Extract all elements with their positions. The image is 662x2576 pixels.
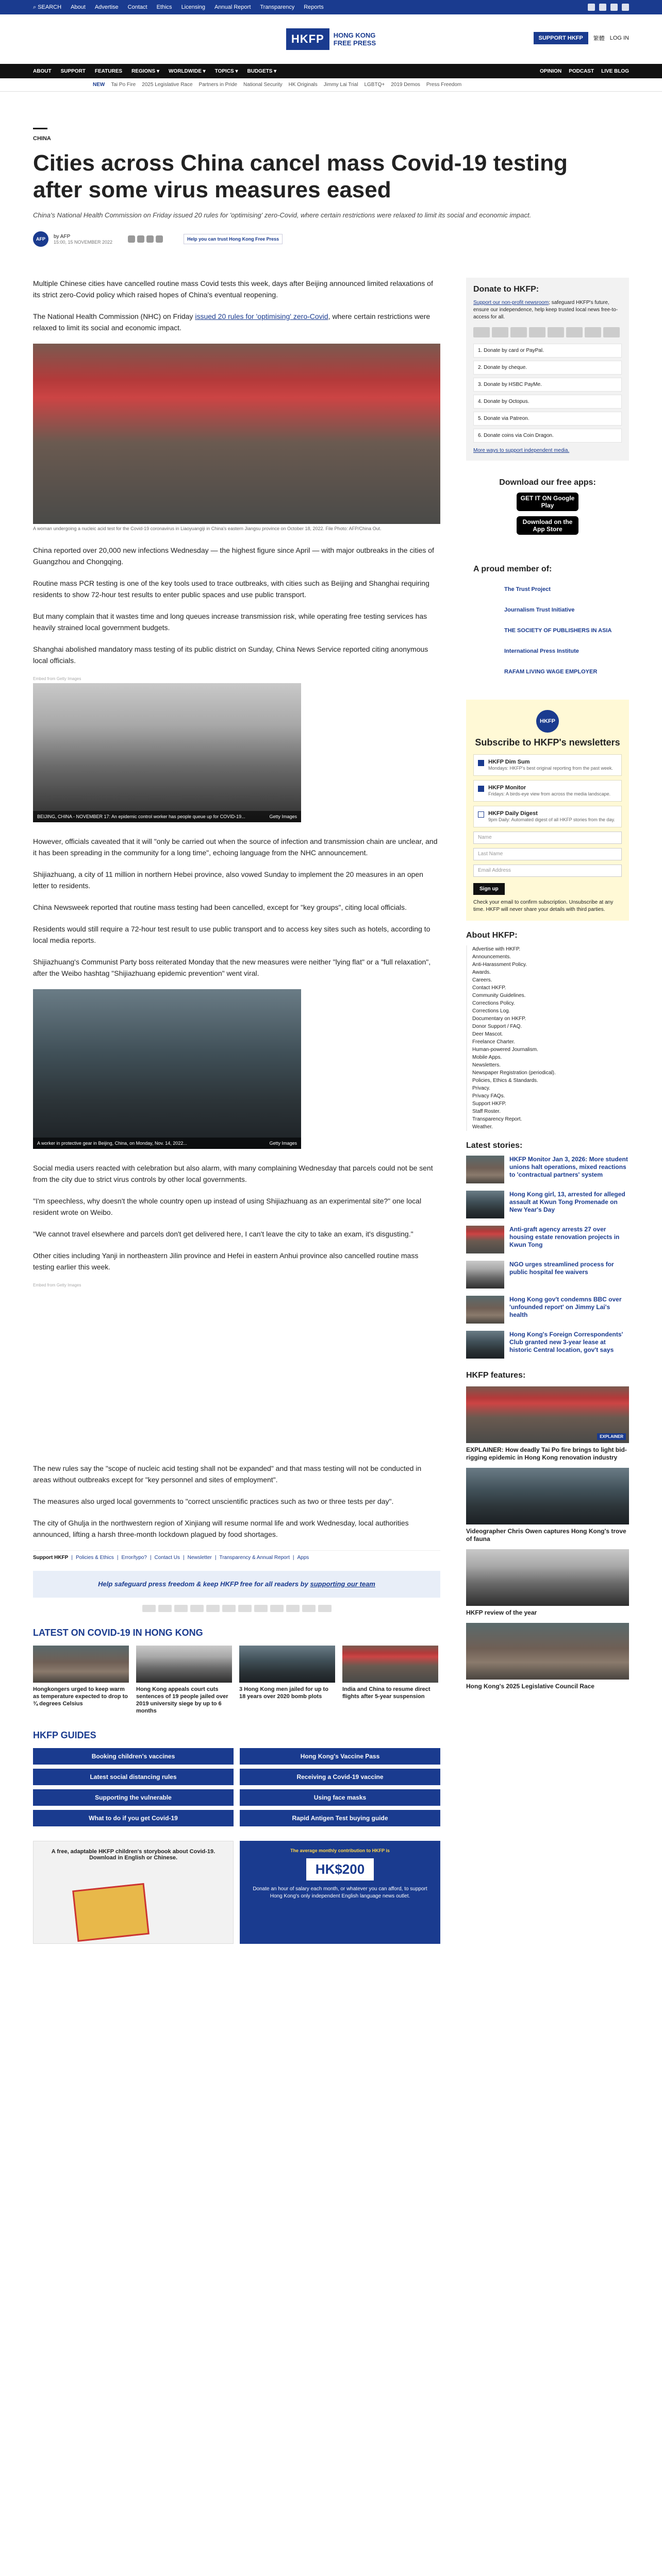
newsletter-desc: Fridays: A birds-eye view from across the media landscape. xyxy=(488,791,611,796)
feature-image[interactable] xyxy=(466,1549,629,1606)
story-thumbnail xyxy=(342,1646,438,1683)
about-link[interactable]: Corrections Log. xyxy=(472,1008,510,1014)
publish-date: 15:00, 15 NOVEMBER 2022 xyxy=(54,239,113,245)
topbar-link-transparency[interactable]: Transparency xyxy=(260,4,295,10)
about-link[interactable]: Privacy. xyxy=(472,1086,490,1091)
feature-title[interactable]: Hong Kong's 2025 Legislative Council Race xyxy=(466,1683,594,1690)
trending-link[interactable]: 2019 Demos xyxy=(391,82,420,88)
feature-title[interactable]: Videographer Chris Owen captures Hong Kong's trove of fauna xyxy=(466,1528,626,1543)
trending-link[interactable]: HK Originals xyxy=(288,82,318,88)
applepay-icon xyxy=(603,327,620,337)
nav-item-topics[interactable]: TOPICS ▾ xyxy=(214,68,238,74)
non-profit-link[interactable]: Support our non-profit newsroom xyxy=(473,300,549,306)
newsletter-desc: 9pm Daily: Automated digest of all HKFP stories from the day. xyxy=(488,817,615,822)
header-actions xyxy=(534,32,629,44)
newsletter-desc: Mondays: HKFP's best original reporting from the past week. xyxy=(488,766,613,771)
storybook-cover-image xyxy=(72,1883,150,1942)
search-label: SEARCH xyxy=(38,4,62,10)
contribution-subtitle: The average monthly contribution to HKFP is xyxy=(290,1848,390,1853)
newsletter-note: Check your email to confirm subscription. Unsubscribe at any time. HKFP will never share your details with third parties. xyxy=(473,900,614,912)
latest-story[interactable] xyxy=(466,1156,629,1183)
top-utility-bar xyxy=(0,0,662,14)
paragraph: The new rules say the "scope of nucleic acid testing shall not be expanded" and that mass testing will not be conducted in areas without outbreaks except for "key personnel and sites of employment". xyxy=(33,1464,422,1484)
paragraph: But many complain that it wastes time and long queues increase transmission risk, while operating free testing services has heavily strained local government budgets. xyxy=(33,612,427,632)
mastercard-icon xyxy=(492,327,508,337)
checkbox[interactable] xyxy=(478,760,484,766)
donate-option-octopus[interactable]: 4. Donate by Octopus. xyxy=(473,395,622,409)
about-link[interactable]: Anti-Harassment Policy. xyxy=(472,962,527,968)
logo-mark: HKFP xyxy=(286,28,329,50)
nhc-rules-link[interactable]: issued 20 rules for 'optimising' zero-Covid xyxy=(195,312,328,320)
guide-button[interactable]: Rapid Antigen Test buying guide xyxy=(240,1810,440,1826)
page-body xyxy=(0,278,662,1944)
topbar-link-licensing[interactable]: Licensing xyxy=(181,4,206,10)
topbar-link-about[interactable]: About xyxy=(71,4,86,10)
payment-icons xyxy=(33,1605,440,1612)
story-title: Hong Kong appeals court cuts sentences of 19 people jailed over 2019 university siege by up to 6 months xyxy=(136,1686,228,1714)
social-icons xyxy=(588,4,629,11)
site-logo[interactable] xyxy=(286,28,376,50)
newsletter-logo: HKFP xyxy=(536,710,559,733)
logo-line2: FREE PRESS xyxy=(333,39,376,47)
contribution-amount: HK$200 xyxy=(306,1858,374,1880)
paragraph: Shijiazhuang's Communist Party boss reiterated Monday that the new measures were neither "lying flat" or a "full relaxation", after the Weibo hashtag "Shijiazhuang epidemic prevention" went viral. xyxy=(33,958,431,977)
paragraph: The city of Ghulja in the northwestern region of Xinjiang will resume normal life and work Wednesday, local authorities announced, lifting a harsh three-month lockdown plagued by food shortages. xyxy=(33,1519,409,1538)
story-card[interactable] xyxy=(239,1646,335,1715)
article-body xyxy=(33,278,440,1944)
topbar-link-reports[interactable]: Reports xyxy=(304,4,324,10)
visa-icon xyxy=(473,327,490,337)
getty-credit[interactable]: Getty Images xyxy=(269,814,297,819)
newsletter-link[interactable]: Newsletter xyxy=(187,1555,212,1561)
apps-link[interactable]: Apps xyxy=(297,1555,309,1561)
about-link[interactable]: Corrections Policy. xyxy=(472,1001,515,1006)
app-store-badge[interactable]: Download on the App Store xyxy=(517,516,578,535)
about-link[interactable]: Support HKFP. xyxy=(472,1101,506,1107)
feature-image[interactable] xyxy=(466,1623,629,1680)
guide-button[interactable]: Hong Kong's Vaccine Pass xyxy=(240,1748,440,1765)
nav-item-regions[interactable]: REGIONS ▾ xyxy=(131,68,159,74)
support-team-link[interactable]: supporting our team xyxy=(310,1580,375,1588)
facebook-share-icon[interactable] xyxy=(128,235,135,243)
about-link[interactable]: Newspaper Registration (periodical). xyxy=(472,1070,556,1076)
signup-button[interactable]: Sign up xyxy=(473,883,505,895)
about-link[interactable]: Mobile Apps. xyxy=(472,1055,502,1060)
donate-title: Donate to HKFP: xyxy=(473,285,539,294)
member-sopa[interactable]: THE SOCIETY OF PUBLISHERS IN ASIA xyxy=(504,628,612,634)
checkbox[interactable] xyxy=(478,811,484,818)
about-link[interactable]: Policies, Ethics & Standards. xyxy=(472,1078,538,1083)
promo-row xyxy=(33,1841,440,1944)
story-card[interactable] xyxy=(342,1646,438,1715)
email-input[interactable]: Email Address xyxy=(473,865,622,877)
trending-bar xyxy=(0,78,662,92)
donate-option-card[interactable]: 1. Donate by card or PayPal. xyxy=(473,344,622,358)
story-title: Hong Kong gov't condemns BBC over 'unfounded report' on Jimmy Lai's health xyxy=(509,1296,622,1318)
guide-button[interactable]: Supporting the vulnerable xyxy=(33,1789,234,1806)
latest-story[interactable] xyxy=(466,1296,629,1324)
trending-link[interactable]: 2025 Legislative Race xyxy=(142,82,193,88)
instagram-icon[interactable] xyxy=(610,4,618,11)
storybook-promo[interactable] xyxy=(33,1841,234,1944)
article-header xyxy=(0,92,662,247)
story-thumbnail xyxy=(466,1156,504,1183)
latest-covid-cards xyxy=(33,1646,440,1715)
story-title: Hong Kong's Foreign Correspondents' Club granted new 3-year lease at historic Central location, gov't says xyxy=(509,1331,623,1353)
checkbox[interactable] xyxy=(478,786,484,792)
getty-caption: A worker in protective gear in Beijing, China, on Monday, Nov. 14, 2022... xyxy=(37,1141,187,1146)
googlepay-icon xyxy=(270,1605,284,1612)
support-hkfp-link[interactable]: Support HKFP xyxy=(33,1555,69,1561)
octopus-icon xyxy=(222,1605,236,1612)
last-name-input[interactable]: Last Name xyxy=(473,848,622,860)
transparency-link[interactable]: Transparency & Annual Report xyxy=(219,1555,290,1561)
story-thumbnail xyxy=(466,1331,504,1359)
article-title: Cities across China cancel mass Covid-19 testing after some virus measures eased xyxy=(33,150,568,202)
paragraph: Other cities including Yanji in northeastern Jilin province and Hefei in eastern Anhui province also cancelled routine mass testing earlier this week. xyxy=(33,1251,419,1271)
paragraph: However, officials caveated that it will "only be carried out when the source of infection and transmission chain are unclear, and it has been spreading in the community for a long time", echoing language from the NHC announcement. xyxy=(33,837,438,857)
nav-item-support[interactable]: SUPPORT xyxy=(60,68,86,74)
story-title: NGO urges streamlined process for public hospital fee waivers xyxy=(509,1261,614,1276)
contribution-promo[interactable] xyxy=(240,1841,440,1944)
error-typo-link[interactable]: Error/typo? xyxy=(121,1555,147,1561)
story-title: HKFP Monitor Jan 3, 2026: More student unions halt operations, mixed reactions to 'contractual partners' system xyxy=(509,1156,628,1178)
main-nav xyxy=(0,64,662,78)
nav-right xyxy=(540,69,629,74)
paragraph: Shijiazhuang, a city of 11 million in northern Hebei province, also vowed Sunday to implement the 20 measures in an open letter to residents. xyxy=(33,870,423,890)
donate-option-patreon[interactable]: 5. Donate via Patreon. xyxy=(473,412,622,426)
story-thumbnail xyxy=(466,1261,504,1289)
trending-link[interactable]: Press Freedom xyxy=(426,82,462,88)
paragraph: The measures also urged local governments to "correct unscientific practices such as two or three tests per day". xyxy=(33,1497,394,1505)
topbar-link-ethics[interactable]: Ethics xyxy=(156,4,172,10)
about-link[interactable]: Contact HKFP. xyxy=(472,985,506,991)
features-title: HKFP features: xyxy=(466,1371,526,1380)
newsletter-option[interactable] xyxy=(473,754,622,776)
paragraph: "We cannot travel elsewhere and parcels don't get delivered here, I can't leave the city to take an exam, it's disgusting." xyxy=(33,1230,413,1238)
story-title: Hong Kong girl, 13, arrested for alleged assault at Kwun Tong Promenade on New Year's Day xyxy=(509,1191,625,1213)
explainer-badge: EXPLAINER xyxy=(597,1433,626,1440)
newsletter-name: HKFP Dim Sum xyxy=(488,759,530,765)
sidebar xyxy=(466,278,629,1944)
fps-icon xyxy=(238,1605,252,1612)
amex-icon xyxy=(174,1605,188,1612)
member-title: A proud member of: xyxy=(473,565,552,573)
nav-item-podcast[interactable]: PODCAST xyxy=(569,68,594,74)
logo-wordmark xyxy=(334,31,376,47)
language-switch[interactable]: 繁體 xyxy=(593,36,605,42)
donate-payment-icons xyxy=(473,327,622,337)
kicker-rule xyxy=(33,128,47,129)
about-link[interactable]: Human-powered Journalism. xyxy=(472,1047,538,1053)
guides-grid xyxy=(33,1748,440,1826)
donate-option-cheque[interactable]: 2. Donate by cheque. xyxy=(473,361,622,375)
feature-title[interactable]: EXPLAINER: How deadly Tai Po fire brings to light bid-rigging epidemic in Hong Kong renovation industry xyxy=(466,1446,627,1461)
trending-link[interactable]: LGBTQ+ xyxy=(364,82,385,88)
story-thumbnail xyxy=(136,1646,232,1683)
story-thumbnail xyxy=(466,1296,504,1324)
story-title: Anti-graft agency arrests 27 over housing estate renovation projects in Kwun Tong xyxy=(509,1226,620,1248)
policies-link[interactable]: Policies & Ethics xyxy=(75,1555,114,1561)
article-standfirst: China's National Health Commission on Friday issued 20 rules for 'optimising' zero-Covid, where certain restrictions were relaxed to limit its social and economic impact. xyxy=(33,211,532,219)
story-thumbnail xyxy=(33,1646,129,1683)
article-category[interactable]: CHINA xyxy=(33,135,51,142)
facebook-icon[interactable] xyxy=(588,4,595,11)
nav-item-live-blog[interactable]: LIVE BLOG xyxy=(601,68,629,74)
newsletter-option[interactable] xyxy=(473,806,622,827)
story-thumbnail xyxy=(239,1646,335,1683)
getty-caption: BEIJING, CHINA - NOVEMBER 17: An epidemic control worker has people queue up for COVID-19... xyxy=(37,814,245,819)
paragraph: Social media users reacted with celebration but also alarm, with many complaining Wednesday that parcels could not be sent from the city due to strict virus controls by other local governments. xyxy=(33,1164,433,1183)
about-link[interactable]: Weather. xyxy=(472,1124,493,1130)
member-trust-project[interactable]: The Trust Project xyxy=(504,586,551,592)
byline xyxy=(33,231,629,247)
story-card[interactable] xyxy=(136,1646,232,1715)
nav-item-budgets[interactable]: BUDGETS ▾ xyxy=(247,68,277,74)
feature-title[interactable]: HKFP review of the year xyxy=(466,1609,537,1616)
newsletter-widget xyxy=(466,700,629,921)
donate-option-payme[interactable]: 3. Donate by HSBC PayMe. xyxy=(473,378,622,392)
topbar-link-contact[interactable]: Contact xyxy=(127,4,147,10)
guides-title: HKFP GUIDES xyxy=(33,1730,96,1740)
google-play-badge[interactable]: GET IT ON Google Play xyxy=(517,493,578,511)
search-link[interactable]: ⌕ SEARCH xyxy=(33,4,62,10)
safeguard-text: Help safeguard press freedom & keep HKFP free for all readers by xyxy=(98,1580,310,1588)
contact-link[interactable]: Contact Us xyxy=(154,1555,180,1561)
newsletter-option[interactable] xyxy=(473,780,622,802)
nav-item-features[interactable]: FEATURES xyxy=(94,68,123,74)
guide-button[interactable]: Using face masks xyxy=(240,1789,440,1806)
trending-link[interactable]: Partners in Pride xyxy=(198,82,238,88)
apps-widget xyxy=(466,471,629,547)
paragraph: Routine mass PCR testing is one of the key tools used to trace outbreaks, with cities such as Beijing and Shanghai requiring residents to show 72-hour test results to enter public spaces and use public transport. xyxy=(33,579,429,599)
about-list xyxy=(466,945,629,1131)
fps-icon xyxy=(585,327,601,337)
story-title: Hongkongers urged to keep warm as temperature expected to drop to ¾ degrees Celsius xyxy=(33,1686,128,1707)
new-badge: NEW xyxy=(93,82,105,88)
embed-label: Embed from Getty Images xyxy=(33,1283,81,1287)
about-title: About HKFP: xyxy=(466,931,518,940)
getty-credit[interactable]: Getty Images xyxy=(269,1141,297,1146)
latest-story[interactable] xyxy=(466,1261,629,1289)
embed-label: Embed from Getty Images xyxy=(33,676,81,681)
latest-story[interactable] xyxy=(466,1226,629,1253)
paypal-icon xyxy=(529,327,545,337)
safeguard-banner xyxy=(33,1571,440,1598)
nav-item-worldwide[interactable]: WORLDWIDE ▾ xyxy=(168,68,206,74)
latest-stories-title: Latest stories: xyxy=(466,1141,523,1150)
latest-covid-title[interactable]: LATEST ON COVID-19 IN HONG KONG xyxy=(33,1628,203,1638)
about-link[interactable]: Awards. xyxy=(472,970,491,975)
getty-overlay xyxy=(33,1138,301,1149)
paragraph: "I'm speechless, why doesn't the whole country open up instead of using Shijiazhuang as an experimental site?" one local resident wrote on Weibo. xyxy=(33,1197,422,1216)
about-link[interactable]: Careers. xyxy=(472,977,492,983)
contribution-description: Donate an hour of salary each month, or whatever you can afford, to support Hong Kong's only independent English language news outlet. xyxy=(253,1886,427,1899)
payme-icon xyxy=(548,327,564,337)
about-link[interactable]: Deer Mascot. xyxy=(472,1031,503,1037)
story-thumbnail xyxy=(466,1191,504,1218)
donate-text xyxy=(473,299,622,321)
about-link[interactable]: Freelance Charter. xyxy=(472,1039,515,1045)
guide-button[interactable]: What to do if you get Covid-19 xyxy=(33,1810,234,1826)
about-link[interactable]: Newsletters. xyxy=(472,1062,501,1068)
more-ways-link[interactable]: More ways to support independent media. xyxy=(473,448,570,453)
member-jti[interactable]: Journalism Trust Initiative xyxy=(504,607,575,613)
story-thumbnail xyxy=(466,1226,504,1253)
getty-embed-queue[interactable] xyxy=(33,683,301,822)
patreon-icon xyxy=(286,1605,300,1612)
paragraph: Residents would still require a 72-hour test result to use public transport and to access key sites such as hotels, according to local media reports. xyxy=(33,925,431,944)
paragraph: China reported over 20,000 new infections Wednesday — the highest figure since April — with major outbreaks in the cities of Guangzhou and Chongqing. xyxy=(33,546,434,566)
latest-story[interactable] xyxy=(466,1191,629,1218)
membership-widget xyxy=(466,557,629,689)
trending-link[interactable]: Jimmy Lai Trial xyxy=(323,82,358,88)
story-title: 3 Hong Kong men jailed for up to 18 years over 2020 bomb plots xyxy=(239,1686,328,1700)
nav-item-about[interactable]: ABOUT xyxy=(33,68,52,74)
about-link[interactable]: Advertise with HKFP. xyxy=(472,946,521,952)
payme-icon xyxy=(206,1605,220,1612)
youtube-icon[interactable] xyxy=(622,4,629,11)
visa-icon xyxy=(142,1605,156,1612)
feature-image[interactable] xyxy=(466,1386,629,1443)
trending-link[interactable]: Tai Po Fire xyxy=(111,82,136,88)
member-living-wage[interactable]: RAFAM LIVING WAGE EMPLOYER xyxy=(504,669,598,675)
site-header xyxy=(0,14,662,64)
about-link[interactable]: Documentary on HKFP. xyxy=(472,1016,526,1022)
amex-icon xyxy=(510,327,527,337)
topbar-link-advertise[interactable]: Advertise xyxy=(94,4,119,10)
article-photo-covid-test xyxy=(33,344,440,524)
member-ipi[interactable]: International Press Institute xyxy=(504,648,579,654)
trust-help-link[interactable]: Help you can trust Hong Kong Free Press xyxy=(184,234,283,244)
about-link[interactable]: Staff Roster. xyxy=(472,1109,501,1114)
storybook-promo-text: A free, adaptable HKFP children's storybook about Covid-19. Download in English or Chinese. xyxy=(51,1849,216,1861)
topbar-link-annual-report[interactable]: Annual Report xyxy=(214,4,251,10)
mastercard-icon xyxy=(158,1605,172,1612)
guide-button[interactable]: Latest social distancing rules xyxy=(33,1769,234,1785)
paragraph-text: The National Health Commission (NHC) on Friday xyxy=(33,312,195,320)
apps-title: Download our free apps: xyxy=(499,478,596,487)
bank-icon xyxy=(318,1605,332,1612)
story-title: India and China to resume direct flights after 5-year suspension xyxy=(342,1686,431,1700)
getty-overlay xyxy=(33,811,301,822)
guide-button[interactable]: Booking children's vaccines xyxy=(33,1748,234,1765)
photo-caption: A woman undergoing a nucleic acid test for the Covid-19 coronavirus in Liaoyuangiji in China's eastern Jiangsu province on October 18, 2022. File Photo: AFP/China Out. xyxy=(33,526,382,531)
twitter-icon[interactable] xyxy=(599,4,606,11)
author-avatar[interactable]: AFP xyxy=(33,231,48,247)
getty-embed-worker[interactable] xyxy=(33,989,301,1149)
email-share-icon[interactable] xyxy=(156,235,163,243)
support-hkfp-button[interactable]: SUPPORT HKFP xyxy=(534,32,588,44)
about-link[interactable]: Community Guidelines. xyxy=(472,993,526,998)
paragraph-text: , where certain restrictions were relaxed to limit its social and economic impact. xyxy=(33,312,431,332)
cheque-icon xyxy=(302,1605,316,1612)
octopus-icon xyxy=(566,327,583,337)
paragraph: Shanghai abolished mandatory mass testing of its public district on Sunday, China News Service reported citing anonymous local officials. xyxy=(33,645,428,665)
paragraph xyxy=(33,311,440,333)
latest-story[interactable] xyxy=(466,1331,629,1359)
donate-option-coins[interactable]: 6. Donate coins via Coin Dragon. xyxy=(473,429,622,443)
story-card[interactable] xyxy=(33,1646,129,1715)
logo-line1: HONG KONG xyxy=(333,31,376,39)
newsletter-name: HKFP Daily Digest xyxy=(488,810,538,817)
about-link[interactable]: Transparency Report. xyxy=(472,1116,522,1122)
nav-item-opinion[interactable]: OPINION xyxy=(539,68,562,74)
twitter-share-icon[interactable] xyxy=(137,235,144,243)
article-footer-links: Support HKFP | Policies & Ethics | Error/typo? | Contact Us | Newsletter | Transparency & Annual Report | Apps xyxy=(33,1550,440,1561)
about-link[interactable]: Donor Support / FAQ. xyxy=(472,1024,522,1029)
about-link[interactable]: Privacy FAQs. xyxy=(472,1093,505,1099)
whatsapp-share-icon[interactable] xyxy=(146,235,154,243)
applepay-icon xyxy=(254,1605,268,1612)
share-icons xyxy=(128,235,163,243)
author-name[interactable]: by AFP xyxy=(54,233,71,240)
paragraph: Multiple Chinese cities have cancelled routine mass Covid tests this week, days after Beijing announced limited relaxations of its strict zero-Covid policy which raised hopes of China's eventual reopening. xyxy=(33,279,433,299)
trending-link[interactable]: National Security xyxy=(243,82,283,88)
paragraph: China Newsweek reported that routine mass testing had been cancelled, except for "key groups", citing local officials. xyxy=(33,903,407,911)
paypal-icon xyxy=(190,1605,204,1612)
newsletter-title: Subscribe to HKFP's newsletters xyxy=(475,737,620,748)
donate-description: ; safeguard HKFP's future, ensure our independence, help keep trusted local news free-to-access for all. xyxy=(473,300,618,320)
newsletter-name: HKFP Monitor xyxy=(488,785,526,791)
first-name-input[interactable]: Name xyxy=(473,832,622,844)
guide-button[interactable]: Receiving a Covid-19 vaccine xyxy=(240,1769,440,1785)
login-link[interactable]: LOG IN xyxy=(609,35,629,41)
donate-widget xyxy=(466,278,629,461)
feature-image[interactable] xyxy=(466,1468,629,1524)
about-link[interactable]: Announcements. xyxy=(472,954,511,960)
